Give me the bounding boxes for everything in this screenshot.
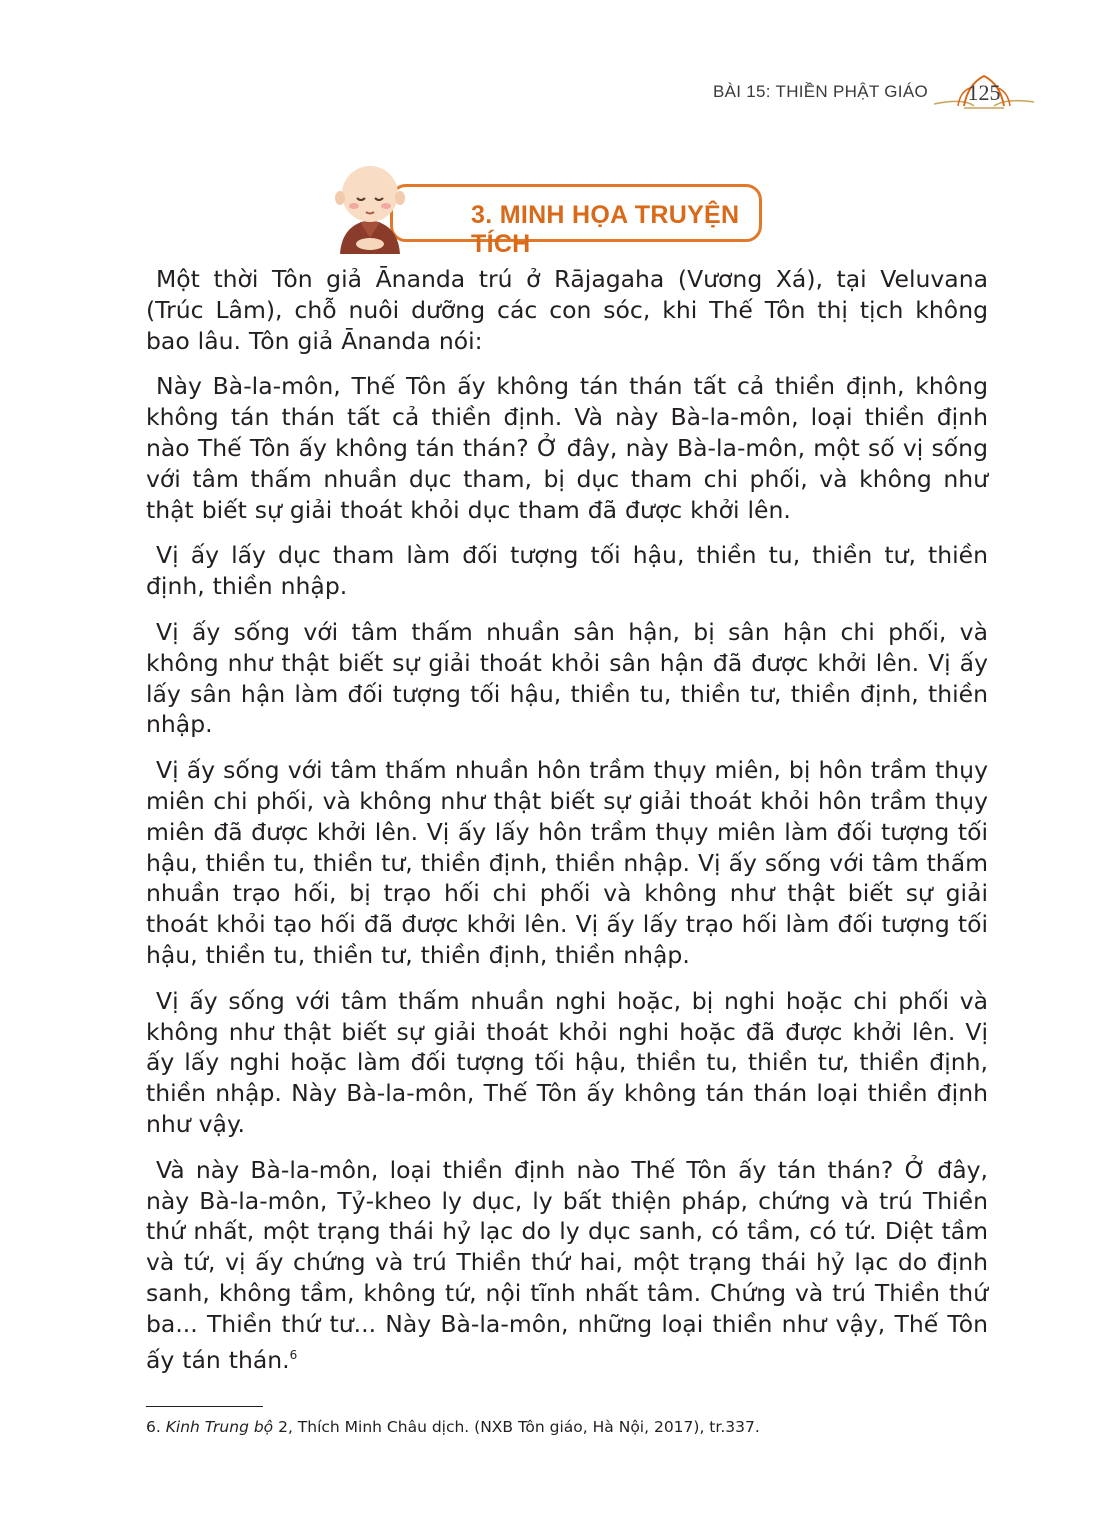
footnote-book-title: Kinh Trung bộ xyxy=(165,1418,274,1436)
paragraph: Vị ấy sống với tâm thấm nhuần sân hận, bị sân hận chi phối, và không như thật biết sự giải thoát khỏi sân hận đã được khởi lên. Vị ấy lấy sân hận làm đối tượng tối hậu, thiền tu, thiền tư, thiền định, thiền nhập. xyxy=(146,617,988,739)
paragraph: Vị ấy sống với tâm thấm nhuần nghi hoặc, bị nghi hoặc chi phối và không như thật biết sự giải thoát khỏi nghi hoặc đã được khởi lên. Vị ấy lấy nghi hoặc làm đối tượng tối hậu, thiền tu, thiền tư, thiền định, thiền nhập. Này Bà-la-môn, Thế Tôn ấy không tán thán loại thiền định như vậy. xyxy=(146,986,988,1138)
footnote-number: 6. xyxy=(146,1418,161,1436)
story-body xyxy=(146,264,988,1390)
page-number-ornament xyxy=(934,72,1034,112)
paragraph: Này Bà-la-môn, Thế Tôn ấy không tán thán tất cả thiền định, không không tán thán tất cả thiền định. Và này Bà-la-môn, loại thiền định nào Thế Tôn ấy không tán thán? Ở đây, này Bà-la-môn, một số vị sống với tâm thấm nhuần dục tham, bị dục tham chi phối, và không như thật biết sự giải thoát khỏi dục tham đã được khởi lên. xyxy=(146,372,988,524)
footnote xyxy=(146,1418,988,1436)
page-number: 125 xyxy=(967,80,1001,105)
running-header xyxy=(713,72,1034,112)
section-heading-box xyxy=(390,184,762,258)
footnote-reference: 6 xyxy=(289,1347,298,1362)
section-heading-block xyxy=(330,158,770,258)
section-heading: 3. MINH HỌA TRUYỆN TÍCH xyxy=(471,201,740,258)
paragraph: Một thời Tôn giả Ānanda trú ở Rājagaha (Vương Xá), tại Veluvana (Trúc Lâm), chỗ nuôi dưỡng các con sóc, khi Thế Tôn thị tịch không bao lâu. Tôn giả Ānanda nói: xyxy=(146,265,988,355)
paragraph: Vị ấy sống với tâm thấm nhuần hôn trầm thụy miên, bị hôn trầm thụy miên chi phối, và không như thật biết sự giải thoát khỏi hôn trầm thụy miên đã được khởi lên. Vị ấy lấy hôn trầm thụy miên làm đối tượng tối hậu, thiền tu, thiền tư, thiền định, thiền nhập. Vị ấy sống với tâm thấm nhuần trạo hối, bị trạo hối chi phối và không như thật biết sự giải thoát khỏi tạo hối đã được khởi lên. Vị ấy lấy trạo hối làm đối tượng tối hậu, thiền tu, thiền tư, thiền định, thiền nhập. xyxy=(146,756,988,969)
paragraph-last xyxy=(146,1155,988,1375)
paragraph: Vị ấy lấy dục tham làm đối tượng tối hậu, thiền tu, thiền tư, thiền định, thiền nhập. xyxy=(146,541,988,601)
lesson-title: BÀI 15: THIỀN PHẬT GIÁO xyxy=(712,82,928,101)
paragraph-text: Và này Bà-la-môn, loại thiền định nào Thế Tôn ấy tán thán? Ở đây, này Bà-la-môn, Tỷ-kheo ly dục, ly bất thiện pháp, chứng và trú Thiền thứ nhất, một trạng thái hỷ lạc do ly dục sanh, có tầm, có tứ. Diệt tầm và tứ, vị ấy chứng và trú Thiền thứ hai, một trạng thái hỷ lạc do định sanh, không tầm, không tứ, nội tĩnh nhất tâm. Chứng và trú Thiền thứ ba... Thiền thứ tư... Này Bà-la-môn, những loại thiền như vậy, Thế Tôn ấy tán thán. xyxy=(146,1155,988,1374)
footnote-divider xyxy=(146,1406,263,1407)
footnote-citation: 2, Thích Minh Châu dịch. (NXB Tôn giáo, Hà Nội, 2017), tr.337. xyxy=(273,1418,760,1436)
monk-illustration-icon xyxy=(330,158,410,258)
